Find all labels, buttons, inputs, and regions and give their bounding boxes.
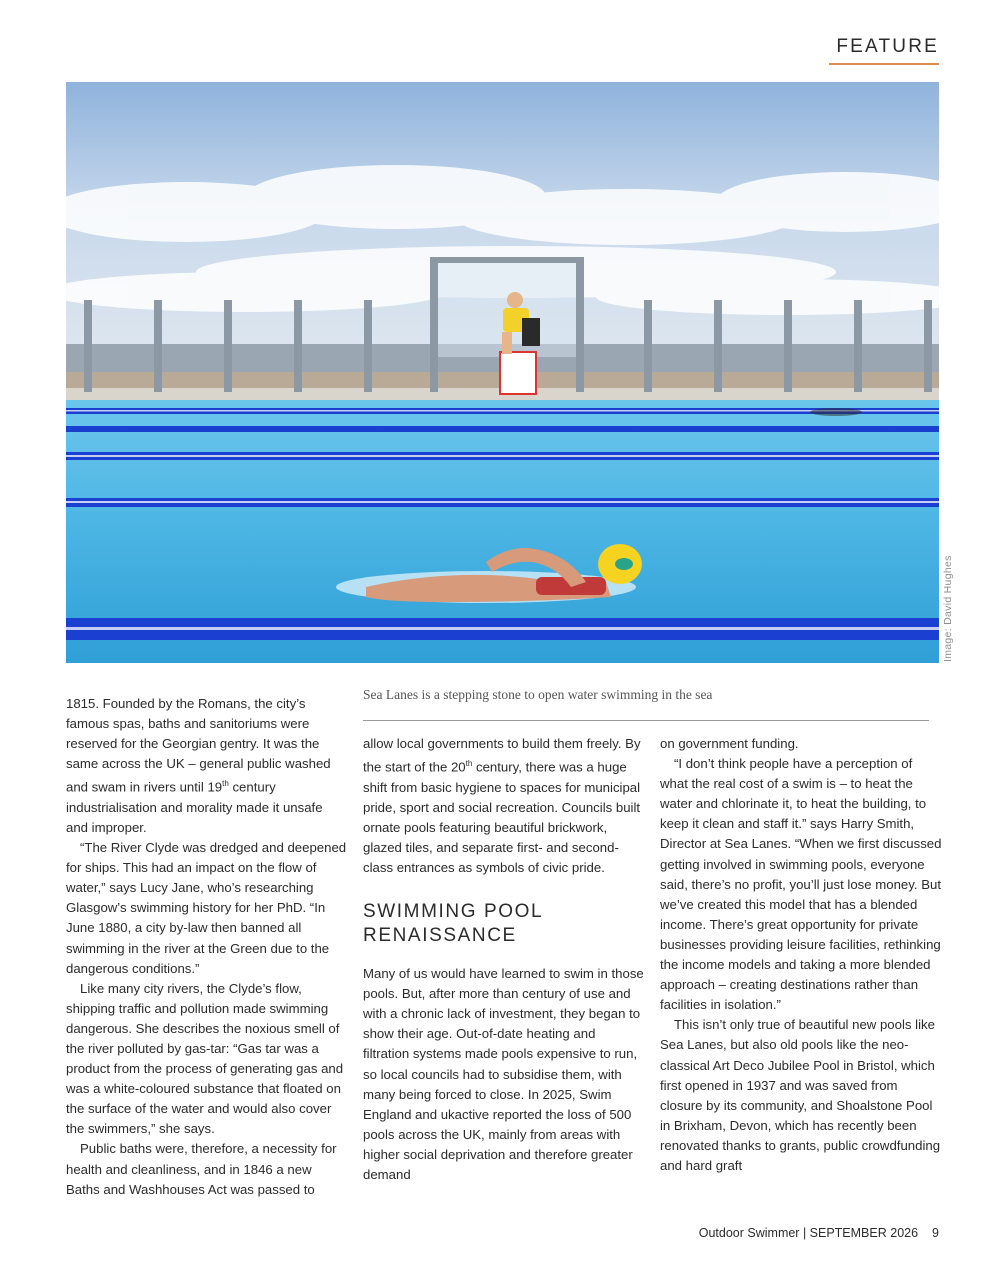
article-column-3 (660, 734, 942, 1176)
paragraph: 1815. Founded by the Romans, the city’s famous spas, baths and sanitoriums were reserved for the Georgian gentry. It was the same across the UK – general public washed and swam in rivers until 19th century industrialisation and morality made it unsafe and improper. (66, 696, 331, 835)
feature-photo (66, 82, 939, 663)
caption-rule (363, 720, 929, 721)
paragraph: Like many city rivers, the Clyde’s flow, shipping traffic and pollution made swimming dangerous. She describes the noxious smell of the river polluted by gas-tar: “Gas tar was a product from the process of generating gas and was a white-coloured substance that floated on the surface of the water and would also cover the swimmers,” she says. (66, 980, 344, 1137)
page-footer (699, 1226, 939, 1240)
page-number: 9 (932, 1226, 939, 1240)
section-underline (829, 63, 939, 65)
magazine-issue: Outdoor Swimmer | SEPTEMBER 2026 (698, 1226, 919, 1240)
section-label: FEATURE (836, 36, 939, 57)
paragraph: allow local governments to build them freely. By the start of the 20th century, there was a huge shift from basic hygiene to spaces for municipal pride, sport and social recreation. Councils built ornate pools featuring beautiful brickwork, glazed tiles, and separate first- and second-class entrances as symbols of civic pride. (363, 736, 641, 875)
section-subheading: SWIMMING POOL RENAISSANCE (363, 901, 544, 947)
photo-credit: Image: David Hughes (942, 555, 954, 662)
paragraph: Public baths were, therefore, a necessity for health and cleanliness, and in 1846 a new Baths and Washhouses Act was passed to (66, 1141, 337, 1197)
paragraph: Many of us would have learned to swim in those pools. But, after more than century of use and with a chronic lack of investment, they began to show their age. Out-of-date heating and filtration systems made pools expensive to run, so local councils had to subsidise them, with many being forced to close. In 2025, Swim England and ukactive reported the loss of 500 pools across the UK, mainly from areas with higher social deprivation and therefore greater demand (363, 966, 644, 1182)
paragraph: on government funding. (660, 736, 799, 751)
paragraph: “I don’t think people have a perception of what the real cost of a swim is – to heat the water and chlorinate it, to heat the building, to keep it clean and staff it.” says Harry Smith, Director at Sea Lanes. “When we first discussed getting involved in swimming pools, everyone said, there’s no profit, you’ll just lose money. But we’ve created this model that has a blended income. There’s great opportunity for private businesses providing leisure facilities, rethinking the income models and taking a more blended approach – creating destinations rather than facilities in isolation.” (660, 756, 942, 1013)
article-column-1 (66, 694, 348, 1200)
paragraph: “The River Clyde was dredged and deepened for ships. This had an impact on the flow of water,” says Lucy Jane, who’s researching Glasgow’s swimming history for her PhD. “In June 1880, a city by-law then banned all swimming in the river at the Green due to the dangerous conditions.” (66, 840, 347, 976)
photo-caption: Sea Lanes is a stepping stone to open water swimming in the sea (363, 687, 713, 702)
paragraph: This isn’t only true of beautiful new pools like Sea Lanes, but also old pools like the neo-classical Art Deco Jubilee Pool in Bristol, which first opened in 1937 and was saved from closure by its community, and Shoalstone Pool in Brixham, Devon, which has recently been renovated thanks to grants, public crowdfunding and hard graft (660, 1017, 941, 1173)
article-column-2 (363, 734, 645, 1185)
